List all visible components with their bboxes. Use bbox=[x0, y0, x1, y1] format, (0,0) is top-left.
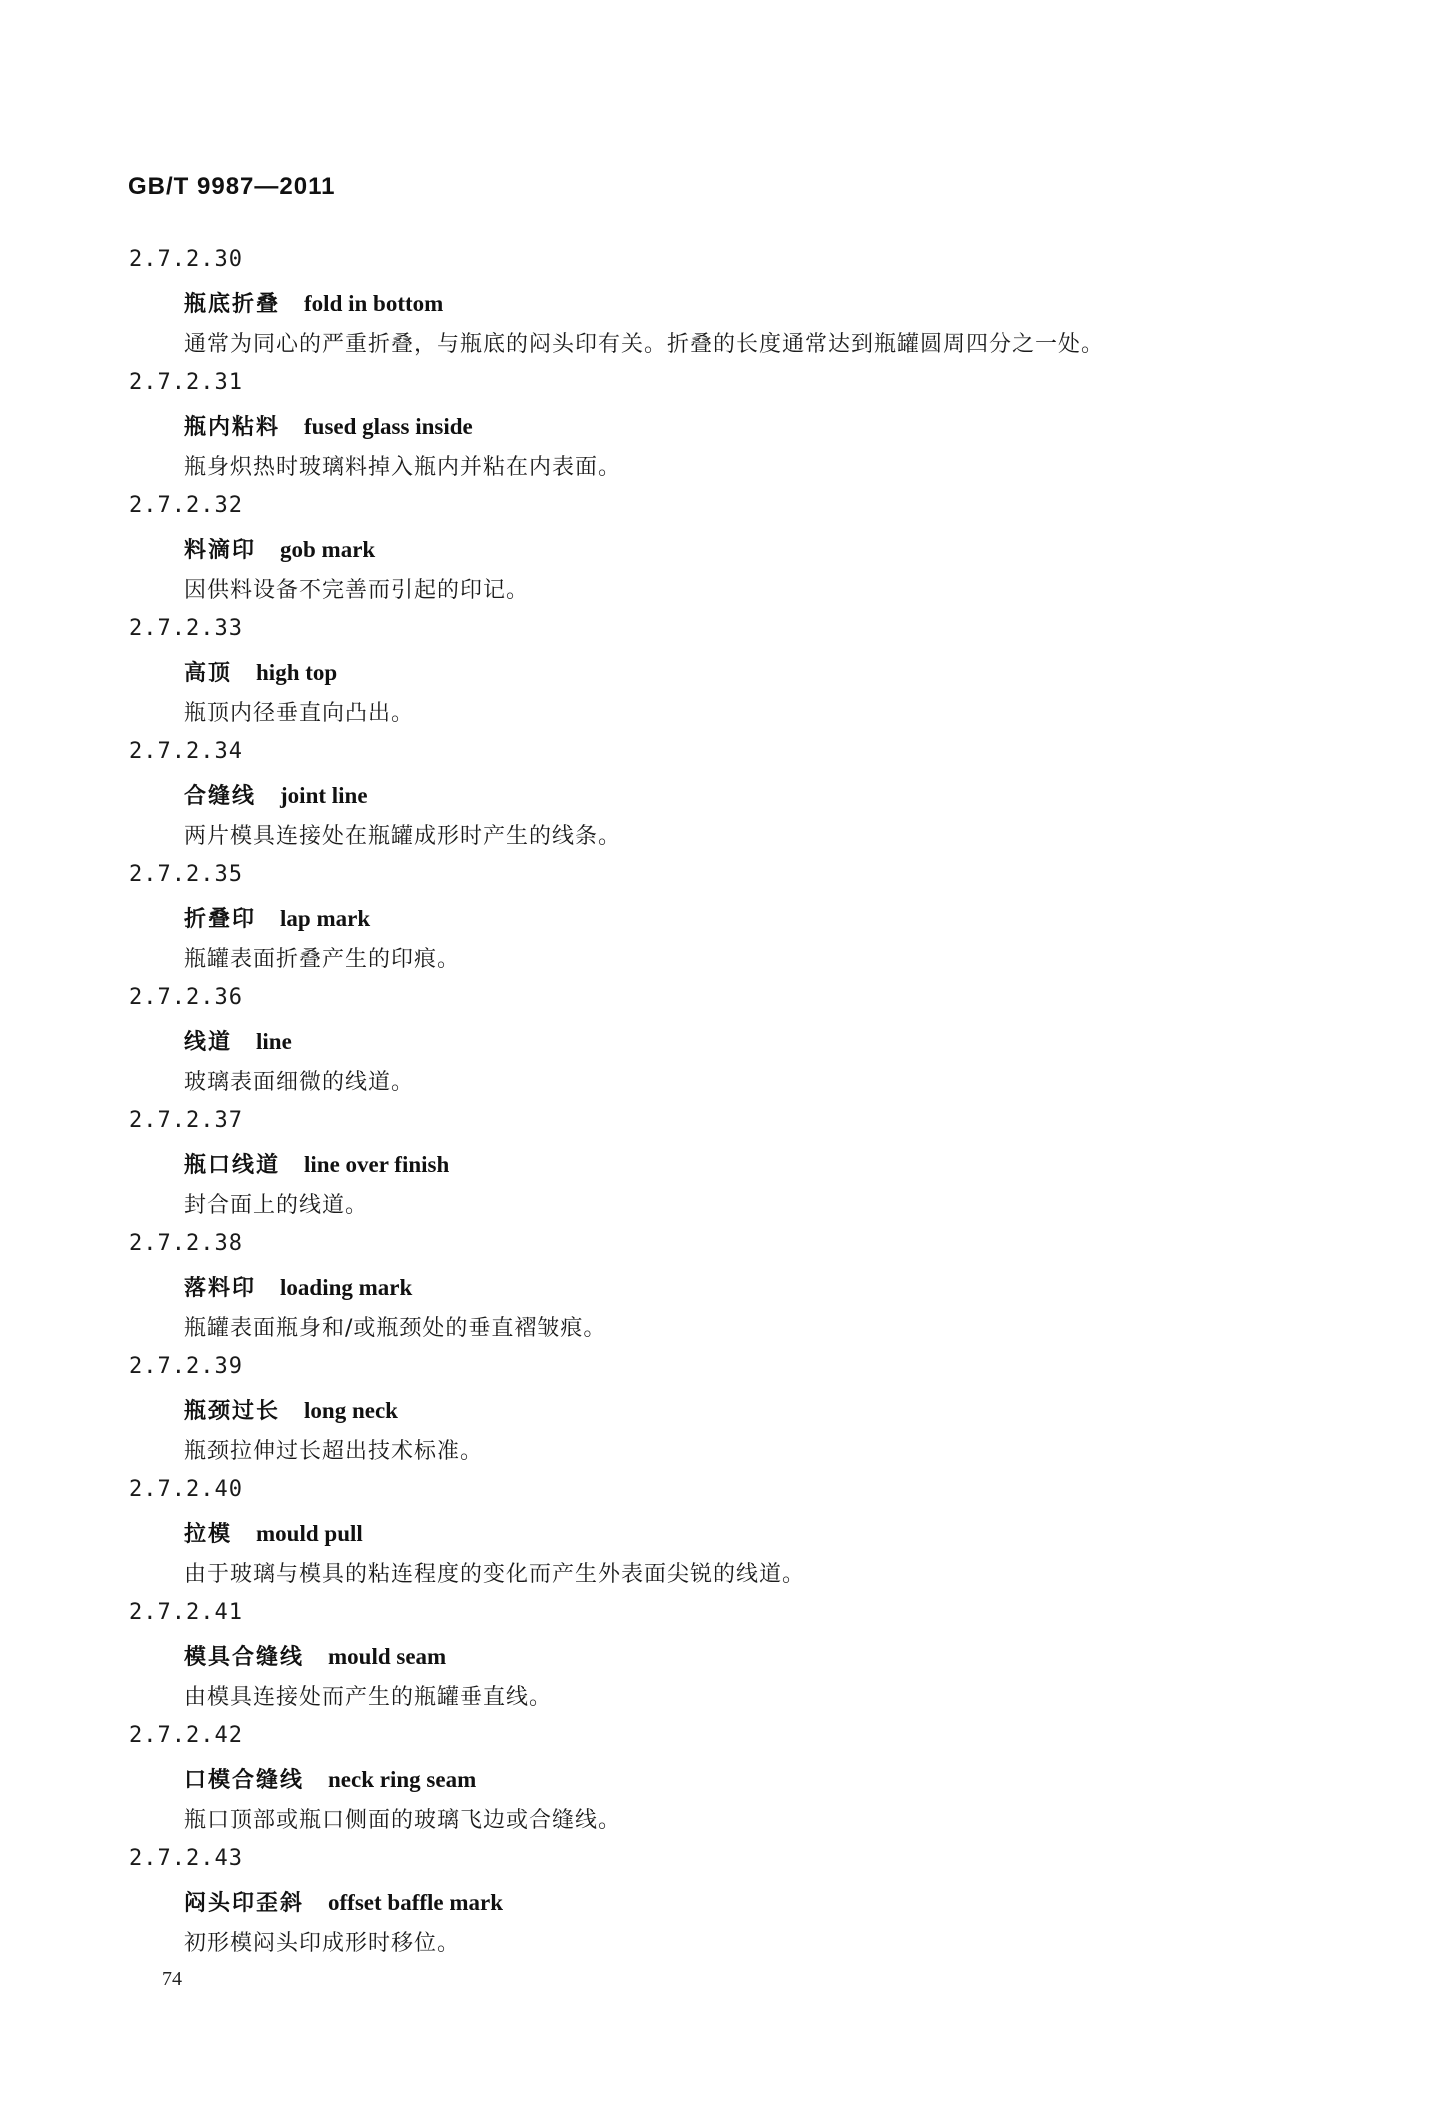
term-title bbox=[184, 410, 473, 441]
term-definition: 两片模具连接处在瓶罐成形时产生的线条。 bbox=[184, 824, 622, 849]
term-title bbox=[184, 1886, 503, 1917]
term-title bbox=[184, 779, 368, 810]
term-number: 2.7.2.39 bbox=[129, 1354, 243, 1379]
term-entry bbox=[0, 1473, 1438, 1596]
term-entry bbox=[0, 1596, 1438, 1719]
term-entry bbox=[0, 366, 1438, 489]
term-entry bbox=[0, 1227, 1438, 1350]
term-english: line over finish bbox=[304, 1152, 450, 1177]
term-chinese: 拉模 bbox=[184, 1522, 233, 1547]
term-entry bbox=[0, 243, 1438, 366]
term-english: gob mark bbox=[280, 537, 376, 562]
term-entry bbox=[0, 1842, 1438, 1965]
term-english: joint line bbox=[280, 783, 368, 808]
term-english: fold in bottom bbox=[304, 291, 444, 316]
standard-number: GB/T 9987—2011 bbox=[128, 173, 336, 200]
term-chinese: 料滴印 bbox=[184, 538, 257, 563]
term-title bbox=[184, 1025, 292, 1056]
term-number: 2.7.2.35 bbox=[129, 862, 243, 887]
term-definition: 封合面上的线道。 bbox=[184, 1193, 369, 1218]
term-title bbox=[184, 1271, 412, 1302]
term-title bbox=[184, 1517, 363, 1548]
term-entry bbox=[0, 489, 1438, 612]
term-title bbox=[184, 1148, 449, 1179]
term-definition: 瓶罐表面折叠产生的印痕。 bbox=[184, 947, 461, 972]
term-english: mould seam bbox=[328, 1644, 447, 1669]
term-entry bbox=[0, 1350, 1438, 1473]
term-english: loading mark bbox=[280, 1275, 413, 1300]
term-definition: 瓶顶内径垂直向凸出。 bbox=[184, 701, 415, 726]
term-chinese: 折叠印 bbox=[184, 907, 257, 932]
term-definition: 瓶口顶部或瓶口侧面的玻璃飞边或合缝线。 bbox=[184, 1808, 622, 1833]
term-title bbox=[184, 656, 337, 687]
term-english: high top bbox=[256, 660, 338, 685]
term-title bbox=[184, 902, 370, 933]
term-definition: 瓶罐表面瓶身和/或瓶颈处的垂直褶皱痕。 bbox=[184, 1316, 607, 1341]
term-english: neck ring seam bbox=[328, 1767, 477, 1792]
term-title bbox=[184, 533, 375, 564]
term-chinese: 瓶内粘料 bbox=[184, 415, 281, 440]
term-list bbox=[0, 243, 1438, 1965]
term-chinese: 合缝线 bbox=[184, 784, 257, 809]
term-definition: 由模具连接处而产生的瓶罐垂直线。 bbox=[184, 1685, 553, 1710]
term-title bbox=[184, 287, 443, 318]
term-title bbox=[184, 1394, 398, 1425]
term-number: 2.7.2.43 bbox=[129, 1846, 243, 1871]
term-number: 2.7.2.34 bbox=[129, 739, 243, 764]
term-title bbox=[184, 1640, 446, 1671]
term-number: 2.7.2.40 bbox=[129, 1477, 243, 1502]
term-number: 2.7.2.42 bbox=[129, 1723, 243, 1748]
term-chinese: 口模合缝线 bbox=[184, 1768, 305, 1793]
term-chinese: 模具合缝线 bbox=[184, 1645, 305, 1670]
term-number: 2.7.2.37 bbox=[129, 1108, 243, 1133]
term-number: 2.7.2.30 bbox=[129, 247, 243, 272]
term-number: 2.7.2.36 bbox=[129, 985, 243, 1010]
term-english: mould pull bbox=[256, 1521, 363, 1546]
term-definition: 玻璃表面细微的线道。 bbox=[184, 1070, 415, 1095]
term-number: 2.7.2.32 bbox=[129, 493, 243, 518]
term-chinese: 闷头印歪斜 bbox=[184, 1891, 305, 1916]
term-chinese: 落料印 bbox=[184, 1276, 257, 1301]
page-number: 74 bbox=[162, 1968, 182, 1990]
term-number: 2.7.2.38 bbox=[129, 1231, 243, 1256]
term-entry bbox=[0, 1719, 1438, 1842]
term-entry bbox=[0, 1104, 1438, 1227]
term-number: 2.7.2.31 bbox=[129, 370, 243, 395]
term-entry bbox=[0, 981, 1438, 1104]
term-definition: 通常为同心的严重折叠，与瓶底的闷头印有关。折叠的长度通常达到瓶罐圆周四分之一处。 bbox=[184, 332, 1105, 357]
term-entry bbox=[0, 858, 1438, 981]
term-english: lap mark bbox=[280, 906, 371, 931]
term-chinese: 瓶底折叠 bbox=[184, 292, 281, 317]
term-chinese: 高顶 bbox=[184, 661, 233, 686]
term-english: offset baffle mark bbox=[328, 1890, 504, 1915]
term-definition: 瓶身炽热时玻璃料掉入瓶内并粘在内表面。 bbox=[184, 455, 622, 480]
term-definition: 由于玻璃与模具的粘连程度的变化而产生外表面尖锐的线道。 bbox=[184, 1562, 806, 1587]
term-english: line bbox=[256, 1029, 292, 1054]
term-chinese: 瓶口线道 bbox=[184, 1153, 281, 1178]
term-definition: 因供料设备不完善而引起的印记。 bbox=[184, 578, 530, 603]
term-definition: 初形模闷头印成形时移位。 bbox=[184, 1931, 461, 1956]
term-definition: 瓶颈拉伸过长超出技术标准。 bbox=[184, 1439, 484, 1464]
term-entry bbox=[0, 612, 1438, 735]
term-chinese: 线道 bbox=[184, 1030, 233, 1055]
term-entry bbox=[0, 735, 1438, 858]
term-number: 2.7.2.33 bbox=[129, 616, 243, 641]
term-english: long neck bbox=[304, 1398, 398, 1423]
term-number: 2.7.2.41 bbox=[129, 1600, 243, 1625]
term-title bbox=[184, 1763, 476, 1794]
term-english: fused glass inside bbox=[304, 414, 473, 439]
term-chinese: 瓶颈过长 bbox=[184, 1399, 281, 1424]
